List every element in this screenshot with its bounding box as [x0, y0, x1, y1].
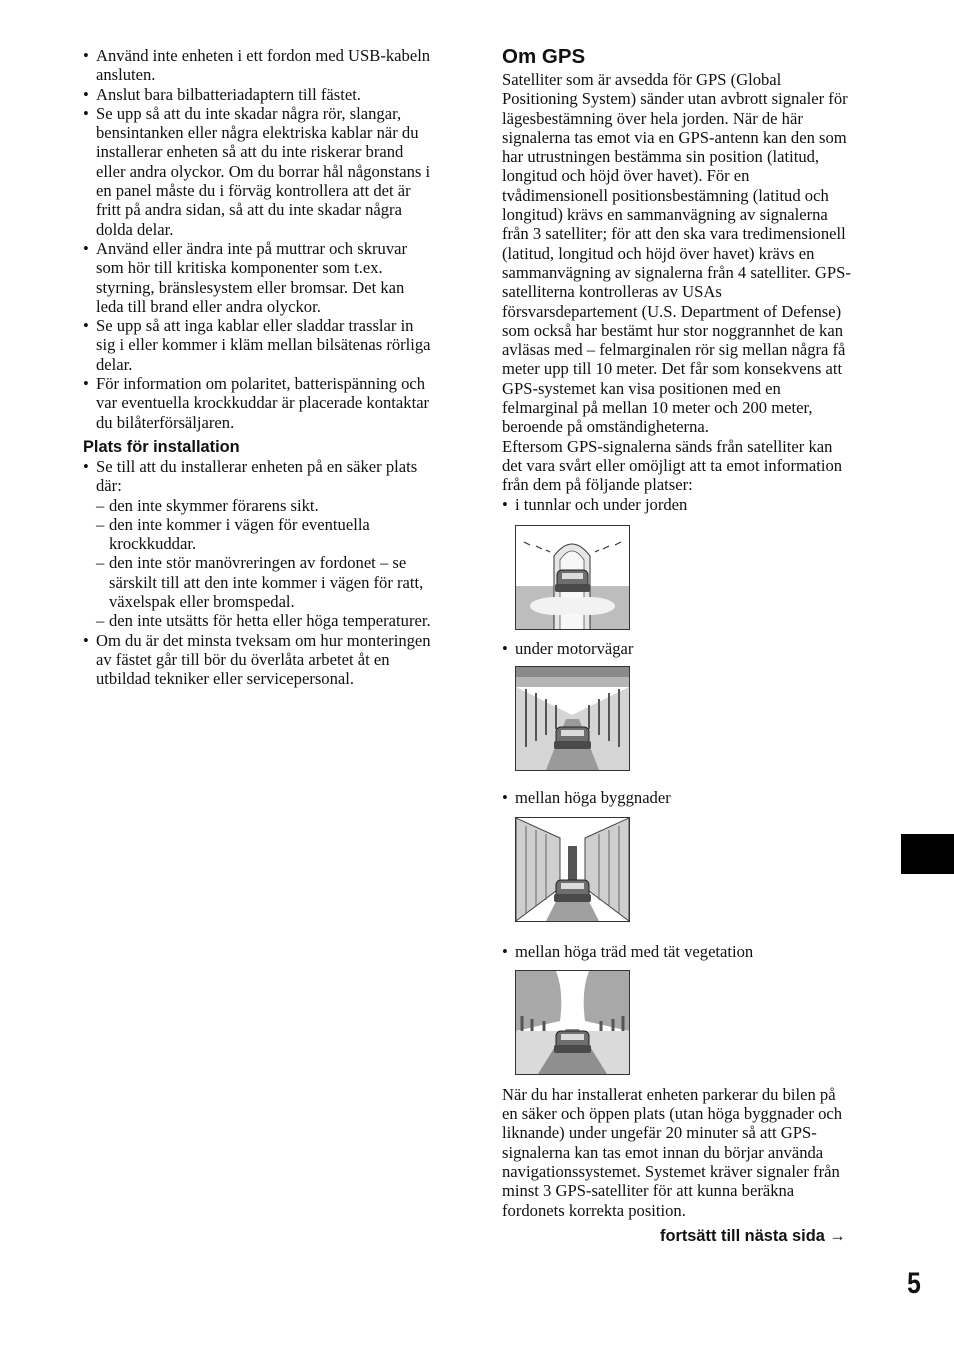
list-item: • Se till att du installerar enheten på en säker plats där:: [83, 457, 468, 496]
place-item-buildings: • mellan höga byggnader: [502, 788, 886, 807]
list-item: • Använd eller ändra inte på muttrar och skruvar som hör till kritiska komponenter som t.ex. styrning, bränslesystem eller bromsar. Det kan leda till brand eller andra olyckor.: [83, 239, 468, 316]
buildings-illustration-icon: [515, 817, 630, 922]
list-item: • Anslut bara bilbatteriadaptern till fästet.: [83, 85, 468, 104]
dash-item: – den inte utsätts för hetta eller höga temperaturer.: [83, 611, 468, 630]
tunnel-illustration-icon: [515, 525, 630, 630]
subheading-installation: Plats för installation: [83, 437, 240, 456]
arrow-right-icon: →: [829, 1227, 846, 1245]
dash-item: – den inte stör manövreringen av fordonet – se särskilt till att den inte kommer i vägen för ratt, växelspak eller bromspedal.: [83, 553, 468, 611]
list-item: • Se upp så att inga kablar eller sladdar trasslar in sig i eller kommer i kläm mellan bilsätenas rörliga delar.: [83, 316, 468, 374]
trees-illustration-icon: [515, 970, 630, 1075]
list-item: • Använd inte enheten i ett fordon med USB-kabeln ansluten.: [83, 46, 468, 85]
dash-item: – den inte skymmer förarens sikt.: [83, 496, 468, 515]
list-item: • Se upp så att du inte skadar några rör, slangar, bensintanken eller några elektriska kablar när du installerar enheten så att du inte riskerar brand eller andra olyckor. Om du borrar hål någonstans i en panel måste du i förväg kontrollera att det är fritt på andra sidan, så att du inte skadar några dolda delar.: [83, 104, 468, 239]
overpass-illustration-icon: [515, 666, 630, 771]
gps-paragraph-1: Satelliter som är avsedda för GPS (Global Positioning System) sänder utan avbrott signaler för lägesbestämning över hela jorden. När de här signalerna tas emot via en GPS-antenn kan den som har utrustningen bestämma sin position (latitud, longitud och höjd över havet). För en tvådimensionell positionsbestämning (latitud och longitud) krävs en sammanvägning av signalerna från 3 satelliter; för att den ska vara tredimensionell (latitud, longitud och höjd över havet) krävs en sammanvägning av signalerna från 4 satelliter. GPS- satelliterna kontrolleras av USAs försvarsdepartement (U.S. Department of Defense) som också har bestämt hur stor noggrannhet de kan avläsas med – felmarginalen rör sig mellan några få meter upp till 10 meter. Det får som konsekvens att GPS-systemet kan visa positionen med en felmarginal på mellan 10 meter och 200 meter, beroende på omständigheterna.: [502, 70, 851, 437]
place-item-tunnel: • i tunnlar och under jorden: [502, 495, 886, 514]
dash-item: – den inte kommer i vägen för eventuella krockkuddar.: [83, 515, 468, 554]
page-number: 5: [907, 1267, 921, 1300]
installation-list: [83, 457, 468, 689]
continue-note: fortsätt till nästa sida →: [660, 1227, 846, 1245]
list-item: • För information om polaritet, batterispänning och var eventuella krockkuddar är placerade kontaktar du bilåterförsäljaren.: [83, 374, 468, 432]
list-item: • Om du är det minsta tveksam om hur monteringen av fästet går till bör du överlåta arbetet åt en utbildad tekniker eller servicepersonal.: [83, 631, 468, 689]
precautions-list: [83, 46, 468, 432]
gps-paragraph-3: När du har installerat enheten parkerar du bilen på en säker och öppen plats (utan höga byggnader och liknande) under ungefär 20 minuter så att GPS- signalerna kan tas emot innan du börjar använda navigationssystemet. Systemet kräver signaler från minst 3 GPS-satelliter för att kunna beräkna fordonets korrekta position.: [502, 1084, 843, 1220]
place-item-overpass: • under motorvägar: [502, 639, 886, 658]
gps-paragraph-2: Eftersom GPS-signalerna sänds från satelliter kan det vara svårt eller omöjligt att ta emot information från dem på följande platser:: [502, 436, 843, 495]
section-tab-marker: [901, 834, 954, 874]
right-column: [502, 46, 886, 1220]
place-item-trees: • mellan höga träd med tät vegetation: [502, 942, 886, 961]
section-heading-gps: Om GPS: [502, 45, 586, 68]
left-column: [83, 46, 468, 689]
